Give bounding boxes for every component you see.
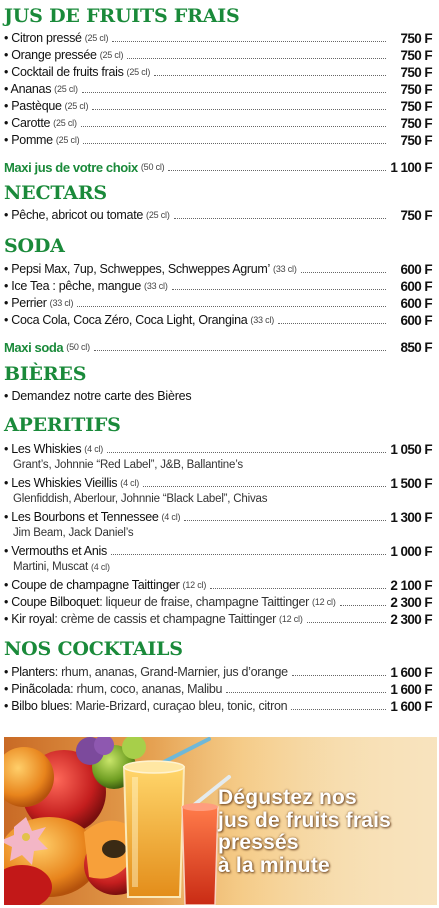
item-subtext	[13, 560, 110, 574]
item-price: 750 F	[400, 82, 432, 97]
item-price: 600 F	[400, 313, 432, 328]
item-price: 850 F	[400, 340, 432, 355]
menu-row	[4, 46, 432, 63]
item-name: • Pomme	[4, 133, 53, 147]
item-name: • Kir royal	[4, 612, 55, 626]
item-name: • Pepsi Max, 7up, Schweppes, Schweppes Agrum’	[4, 262, 271, 276]
item-volume: (50 cl)	[66, 342, 90, 352]
item-description: : crème de cassis et champagne Taittinger	[54, 612, 277, 626]
section-title-nectars: NECTARS	[4, 182, 107, 204]
item-description: : rhum, coco, ananas, Malibu	[70, 682, 223, 696]
menu-row	[4, 206, 432, 223]
dotted-leader	[292, 674, 386, 676]
item-volume: (25 cl)	[126, 67, 151, 77]
item-volume: (25 cl)	[84, 33, 109, 43]
item-name: • Pastèque	[4, 99, 62, 113]
item-volume: (4 cl)	[161, 512, 181, 522]
dotted-leader	[174, 217, 386, 219]
item-price: 750 F	[400, 133, 432, 148]
maxi-menu-row	[4, 338, 432, 355]
menu-row	[4, 80, 432, 97]
menu-row	[4, 697, 432, 714]
maxi-menu-row	[4, 158, 432, 175]
item-volume: (25 cl)	[55, 135, 80, 145]
dotted-leader	[168, 169, 386, 171]
menu-row	[4, 97, 432, 114]
item-volume: (25 cl)	[99, 50, 124, 60]
item-volume: (12 cl)	[312, 597, 336, 607]
menu-row	[4, 663, 432, 680]
item-name: • Pêche, abricot ou tomate	[4, 208, 144, 222]
item-price: 1 100 F	[390, 160, 432, 175]
item-volume: (33 cl)	[250, 315, 274, 325]
dotted-leader	[112, 40, 386, 42]
item-name: • Coupe de champagne Taittinger	[4, 578, 180, 592]
section-title-cocktails: NOS COCKTAILS	[4, 638, 183, 660]
dotted-leader	[143, 485, 386, 487]
item-name: • Les Whiskies	[4, 442, 82, 456]
section-title-soda: SODA	[4, 235, 65, 257]
item-volume: (12 cl)	[182, 580, 207, 590]
dotted-leader	[94, 349, 386, 351]
item-price: 1 300 F	[390, 510, 432, 525]
dotted-leader	[210, 587, 386, 589]
item-name: • Vermouths et Anis	[4, 544, 107, 558]
item-price: 1 500 F	[390, 476, 432, 491]
dotted-leader	[340, 604, 386, 606]
slogan-line: pressés	[218, 831, 299, 854]
item-volume: (25 cl)	[54, 84, 78, 94]
item-name: • Les Bourbons et Tennessee	[4, 510, 159, 524]
item-volume: (4 cl)	[120, 478, 140, 488]
menu-row	[4, 474, 432, 491]
menu-row	[4, 508, 432, 525]
subtext-label: Glenfiddish, Aberlour, Johnnie “Black Label”, Chivas	[13, 493, 268, 505]
item-name: Maxi soda	[4, 340, 64, 355]
item-price: 1 000 F	[390, 544, 432, 559]
menu-row	[4, 294, 432, 311]
dotted-leader	[127, 57, 386, 59]
item-name: • Citron pressé	[4, 31, 82, 45]
item-price: 750 F	[400, 48, 432, 63]
subtext-label: Jim Beam, Jack Daniel’s	[13, 527, 134, 539]
item-volume: (50 cl)	[140, 162, 165, 172]
subtext-label: Martini, Muscat	[13, 561, 88, 573]
item-volume: (33 cl)	[273, 264, 297, 274]
item-name: • Planters	[4, 665, 55, 679]
item-price: 1 600 F	[390, 665, 432, 680]
dotted-leader	[82, 91, 386, 93]
subtext-volume: (4 cl)	[90, 562, 110, 572]
section-title-jus: JUS DE FRUITS FRAIS	[4, 5, 240, 27]
dotted-leader	[92, 108, 386, 110]
menu-row	[4, 277, 432, 294]
item-price: 600 F	[400, 262, 432, 277]
item-price: 750 F	[400, 99, 432, 114]
item-subtext	[13, 458, 243, 472]
item-name: • Perrier	[4, 296, 47, 310]
item-name: • Ananas	[4, 82, 52, 96]
item-subtext	[13, 492, 267, 506]
item-volume: (33 cl)	[144, 281, 168, 291]
menu-row	[4, 542, 432, 559]
dotted-leader	[226, 691, 386, 693]
section-title-aperitifs: APERITIFS	[4, 414, 121, 436]
dotted-leader	[77, 305, 386, 307]
item-description: : Marie-Brizard, curaçao bleu, tonic, citron	[69, 699, 288, 713]
item-name: • Cocktail de fruits frais	[4, 65, 124, 79]
item-description: : liqueur de fraise, champagne Taittinger	[99, 595, 310, 609]
item-price: 2 100 F	[390, 578, 432, 593]
item-name: • Coca Cola, Coca Zéro, Coca Light, Orangina	[4, 313, 248, 327]
dotted-leader	[184, 519, 386, 521]
menu-row	[4, 29, 432, 46]
item-price: 2 300 F	[390, 595, 432, 610]
menu-row	[4, 63, 432, 80]
item-price: 600 F	[400, 279, 432, 294]
menu-row	[4, 114, 432, 131]
menu-row	[4, 131, 432, 148]
item-price: 750 F	[400, 208, 432, 223]
dotted-leader	[81, 125, 386, 127]
menu-row	[4, 260, 432, 277]
item-name: Maxi jus de votre choix	[4, 160, 138, 175]
item-price: 600 F	[400, 296, 432, 311]
bieres-note: • Demandez notre carte des Bières	[4, 389, 192, 403]
fruit-juice-banner	[4, 737, 437, 905]
dotted-leader	[107, 451, 386, 453]
dotted-leader	[111, 553, 386, 555]
dotted-leader	[154, 74, 386, 76]
item-volume: (25 cl)	[64, 101, 89, 111]
menu-row	[4, 440, 432, 457]
dotted-leader	[83, 142, 386, 144]
dotted-leader	[291, 708, 386, 710]
item-price: 2 300 F	[390, 612, 432, 627]
item-price: 1 600 F	[390, 699, 432, 714]
item-price: 750 F	[400, 65, 432, 80]
banner-slogan	[218, 787, 433, 877]
item-name: • Les Whiskies Vieillis	[4, 476, 118, 490]
slogan-line: Dégustez nos	[218, 786, 357, 809]
item-price: 1 600 F	[390, 682, 432, 697]
item-name: • Ice Tea : pêche, mangue	[4, 279, 142, 293]
item-subtext	[13, 526, 133, 540]
item-name: • Carotte	[4, 116, 51, 130]
item-volume: (12 cl)	[279, 614, 303, 624]
menu-row	[4, 593, 432, 610]
item-volume: (33 cl)	[49, 298, 74, 308]
slogan-line: jus de fruits frais	[218, 808, 392, 832]
item-price: 750 F	[400, 116, 432, 131]
item-price: 750 F	[400, 31, 432, 46]
menu-row	[4, 610, 432, 627]
dotted-leader	[278, 322, 386, 324]
item-volume: (25 cl)	[146, 210, 170, 220]
item-volume: (4 cl)	[84, 444, 104, 454]
slogan-line: à la minute	[218, 853, 330, 877]
item-name: • Orange pressée	[4, 48, 97, 62]
item-name: • Pinãcolada	[4, 682, 71, 696]
item-name: • Bilbo blues	[4, 699, 70, 713]
dotted-leader	[172, 288, 386, 290]
item-volume: (25 cl)	[53, 118, 77, 128]
item-price: 1 050 F	[390, 442, 432, 457]
item-description: : rhum, ananas, Grand-Marnier, jus d’orange	[54, 665, 288, 679]
dotted-leader	[307, 621, 386, 623]
item-name: • Coupe Bilboquet	[4, 595, 100, 609]
menu-row	[4, 680, 432, 697]
menu-row	[4, 576, 432, 593]
dotted-leader	[301, 271, 386, 273]
subtext-label: Grant’s, Johnnie “Red Label”, J&B, Ballantine’s	[13, 459, 243, 471]
section-title-bieres: BIÈRES	[4, 363, 87, 385]
menu-row	[4, 311, 432, 328]
